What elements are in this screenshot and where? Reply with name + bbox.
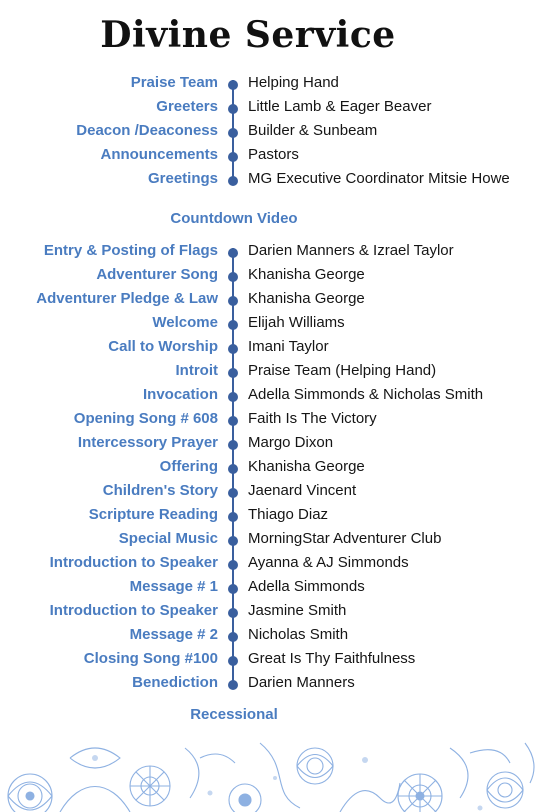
program-row-opening-song-608 [0,408,540,432]
program-row-adventurer-pledge-law [0,288,540,312]
program-row-call-to-worship [0,336,540,360]
program-item-participant: Khanisha George [248,266,365,283]
program-row-intercessory-prayer [0,432,540,456]
timeline-dot [228,104,238,114]
timeline-dot [228,272,238,282]
program-item-participant: Ayanna & AJ Simmonds [248,554,409,571]
program-item-label: Offering [159,458,218,475]
program-row-message-2 [0,624,540,648]
program-row-introduction-to-speaker [0,552,540,576]
program-item-participant: MorningStar Adventurer Club [248,530,442,547]
program-item-label: Invocation [142,386,218,403]
timeline-dot [228,152,238,162]
timeline-dot [228,128,238,138]
program-item-label: Scripture Reading [88,506,218,523]
program-row-greeters [0,96,540,120]
timeline-dot [228,656,238,666]
program-row-scripture-reading [0,504,540,528]
floral-border-decoration [0,738,540,812]
timeline-dot [228,320,238,330]
timeline-dot [228,464,238,474]
program-row-introit [0,360,540,384]
timeline-dot [228,440,238,450]
program-item-label: Adventurer Pledge & Law [36,290,218,307]
program-item-label: Introit [175,362,218,379]
timeline-dot [228,608,238,618]
program-item-participant: Khanisha George [248,290,365,307]
program-item-label: Entry & Posting of Flags [43,242,218,259]
program-item-label: Greeters [156,98,218,115]
timeline-dot [228,488,238,498]
program-item-participant: Adella Simmonds & Nicholas Smith [248,386,484,403]
program-item-label: Intercessory Prayer [77,434,218,451]
program-row-introduction-to-speaker [0,600,540,624]
program-item-participant: Thiago Diaz [248,506,329,523]
program-item-participant: Praise Team (Helping Hand) [248,362,437,379]
timeline-dot [228,392,238,402]
program-item-label: Message # 1 [129,578,218,595]
program-item-participant: Margo Dixon [248,434,334,451]
timeline-dot [228,512,238,522]
countdown-video-heading: Countdown Video [170,210,298,227]
program-item-label: Greetings [147,170,218,187]
program-row-children-s-story [0,480,540,504]
program-item-label: Opening Song # 608 [73,410,218,427]
timeline-dot [228,680,238,690]
program-item-participant: Pastors [248,146,299,163]
program-row-praise-team [0,72,540,96]
program-row-offering [0,456,540,480]
page-title: Divine Service [100,14,396,56]
program-item-participant: Jasmine Smith [248,602,347,619]
program-item-label: Adventurer Song [96,266,218,283]
program-item-label: Closing Song #100 [83,650,218,667]
program-row-entry-posting-of-flags [0,240,540,264]
timeline-dot [228,536,238,546]
program-item-label: Welcome [152,314,218,331]
program-item-participant: Darien Manners [248,674,355,691]
program-row-message-1 [0,576,540,600]
recessional-heading: Recessional [190,706,278,723]
timeline-dot [228,584,238,594]
program-item-label: Deacon /Deaconess [76,122,218,139]
program-item-participant: Faith Is The Victory [248,410,377,427]
program-row-special-music [0,528,540,552]
timeline-dot [228,368,238,378]
program-row-greetings [0,168,540,192]
timeline-dot [228,632,238,642]
timeline-dot [228,80,238,90]
timeline-dot [228,176,238,186]
timeline-dot [228,344,238,354]
program-item-participant: Little Lamb & Eager Beaver [248,98,432,115]
program-item-label: Praise Team [130,74,218,91]
program-row-adventurer-song [0,264,540,288]
program-row-deacon-deaconess [0,120,540,144]
program-item-label: Special Music [118,530,218,547]
program-item-participant: Builder & Sunbeam [248,122,378,139]
timeline-dot [228,560,238,570]
program-item-participant: MG Executive Coordinator Mitsie Howe [248,170,510,187]
program-item-participant: Nicholas Smith [248,626,349,643]
program-row-announcements [0,144,540,168]
program-item-participant: Elijah Williams [248,314,345,331]
program-item-label: Children's Story [102,482,218,499]
program-item-label: Benediction [132,674,218,691]
program-row-invocation [0,384,540,408]
program-item-label: Announcements [100,146,218,163]
program-row-welcome [0,312,540,336]
program-item-participant: Helping Hand [248,74,339,91]
timeline-dot [228,296,238,306]
program-item-label: Introduction to Speaker [49,602,218,619]
program-item-label: Introduction to Speaker [49,554,218,571]
program-item-participant: Khanisha George [248,458,365,475]
program-item-participant: Imani Taylor [248,338,329,355]
program-row-benediction [0,672,540,696]
program-item-participant: Darien Manners & Izrael Taylor [248,242,454,259]
timeline-dot [228,416,238,426]
timeline-dot [228,248,238,258]
program-item-participant: Great Is Thy Faithfulness [248,650,416,667]
program-item-label: Message # 2 [129,626,218,643]
program-item-participant: Jaenard Vincent [248,482,357,499]
program-item-label: Call to Worship [108,338,218,355]
program-item-participant: Adella Simmonds [248,578,365,595]
program-row-closing-song-100 [0,648,540,672]
